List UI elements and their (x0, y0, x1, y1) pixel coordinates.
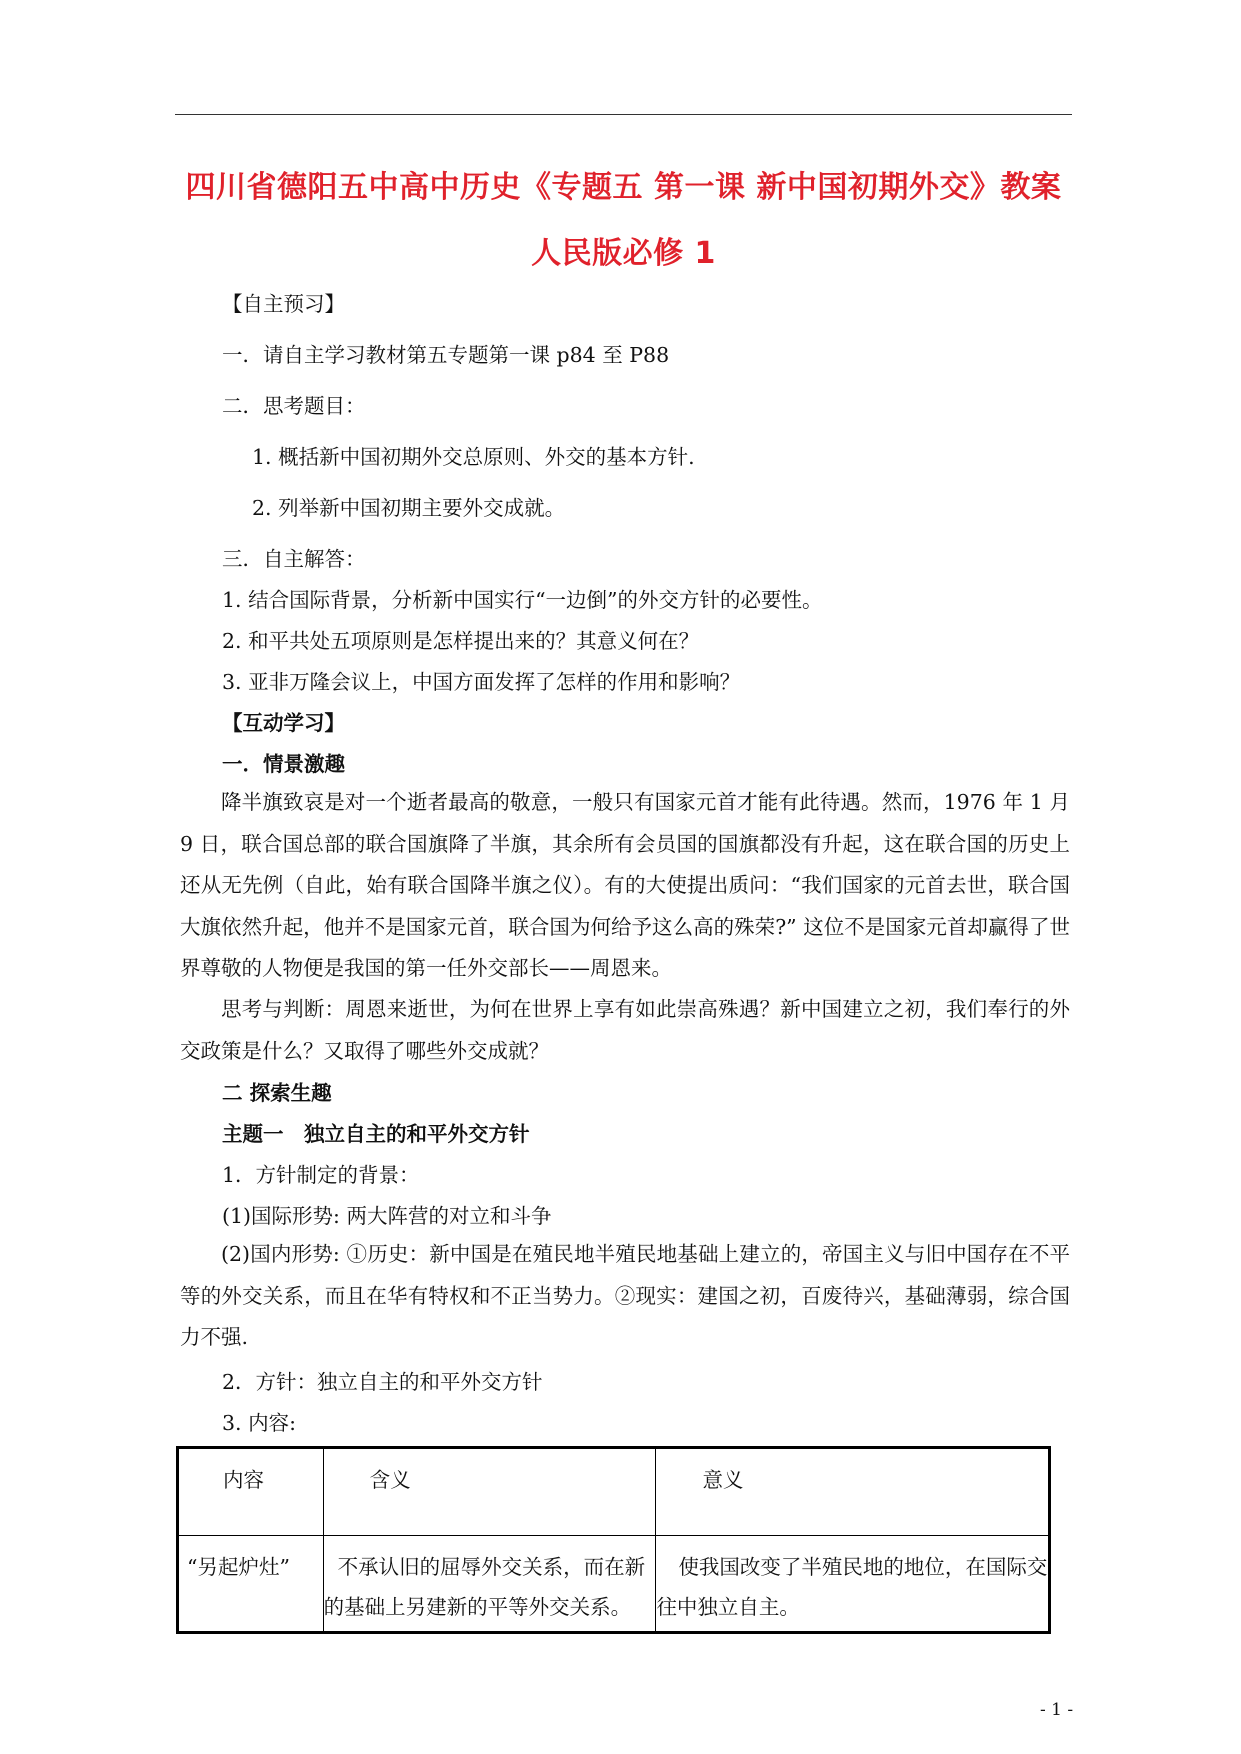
preview-item-2: 二．思考题目： (222, 394, 366, 418)
table-header-meaning: 含义 (323, 1448, 656, 1536)
story-paragraph: 降半旗致哀是对一个逝者最高的敬意，一般只有国家元首才能有此待遇。然而，1976 年 1 月 9 日，联合国总部的联合国旗降了半旗，其余所有会员国的国旗都没有升起，这在联合国的历史上还从无先例（自此，始有联合国降半旗之仪）。有的大使提出质问：“我们国家的元首去世，联合国大旗依然升起，他并不是国家元首，联合国为何给予这么高的殊荣?” 这位不是国家元首却赢得了世界尊敬的人物便是我国的第一任外交部长——周恩来。 (180, 790, 1070, 980)
domestic-situation: (2)国内形势: ①历史：新中国是在殖民地半殖民地基础上建立的，帝国主义与旧中国存在不平等的外交关系，而且在华有特权和不正当势力。②现实：建国之初，百废待兴，基础薄弱，综合国力不强. (180, 1242, 1070, 1349)
content-title: 3. 内容: (222, 1411, 296, 1435)
section-2-heading: 二 探索生趣 (222, 1081, 332, 1105)
table-cell: 不承认旧的屈辱外交关系，而在新的基础上另建新的平等外交关系。 (323, 1536, 656, 1633)
think-paragraph: 思考与判断：周恩来逝世，为何在世界上享有如此崇高殊遇？新中国建立之初，我们奉行的外交政策是什么？又取得了哪些外交成就？ (180, 997, 1070, 1063)
content-table (176, 1446, 1051, 1634)
background-title: 1．方针制定的背景： (222, 1163, 420, 1187)
header-rule (175, 114, 1072, 115)
table-header-significance: 意义 (656, 1448, 1050, 1536)
preview-item-3: 三．自主解答： (222, 547, 366, 571)
table-header-content: 内容 (178, 1448, 324, 1536)
document-title: 四川省德阳五中高中历史《专题五 第一课 新中国初期外交》教案 (185, 170, 1062, 205)
question-2: 2. 列举新中国初期主要外交成就。 (252, 496, 566, 520)
answer-prompt-2: 2. 和平共处五项原则是怎样提出来的？其意义何在？ (222, 629, 700, 653)
interactive-heading: 【互动学习】 (222, 711, 345, 735)
question-1: 1. 概括新中国初期外交总原则、外交的基本方针. (252, 445, 695, 469)
answer-prompt-3: 3. 亚非万隆会议上，中国方面发挥了怎样的作用和影响？ (222, 670, 741, 694)
page-number: - 1 - (1040, 1700, 1074, 1720)
topic-1-heading: 主题一 独立自主的和平外交方针 (222, 1122, 530, 1146)
preview-heading: 【自主预习】 (222, 292, 345, 316)
section-1-heading: 一．情景激趣 (222, 752, 345, 776)
document-subtitle: 人民版必修 1 (531, 236, 716, 271)
international-situation: (1)国际形势: 两大阵营的对立和斗争 (222, 1204, 552, 1228)
preview-item-1: 一．请自主学习教材第五专题第一课 p84 至 P88 (222, 343, 670, 367)
table-cell: “另起炉灶” (178, 1536, 324, 1633)
answer-prompt-1: 1. 结合国际背景，分析新中国实行“一边倒”的外交方针的必要性。 (222, 588, 823, 612)
policy-line: 2．方针：独立自主的和平外交方针 (222, 1370, 543, 1394)
table-row (178, 1536, 1050, 1633)
table-cell: 使我国改变了半殖民地的地位，在国际交往中独立自主。 (656, 1536, 1050, 1633)
